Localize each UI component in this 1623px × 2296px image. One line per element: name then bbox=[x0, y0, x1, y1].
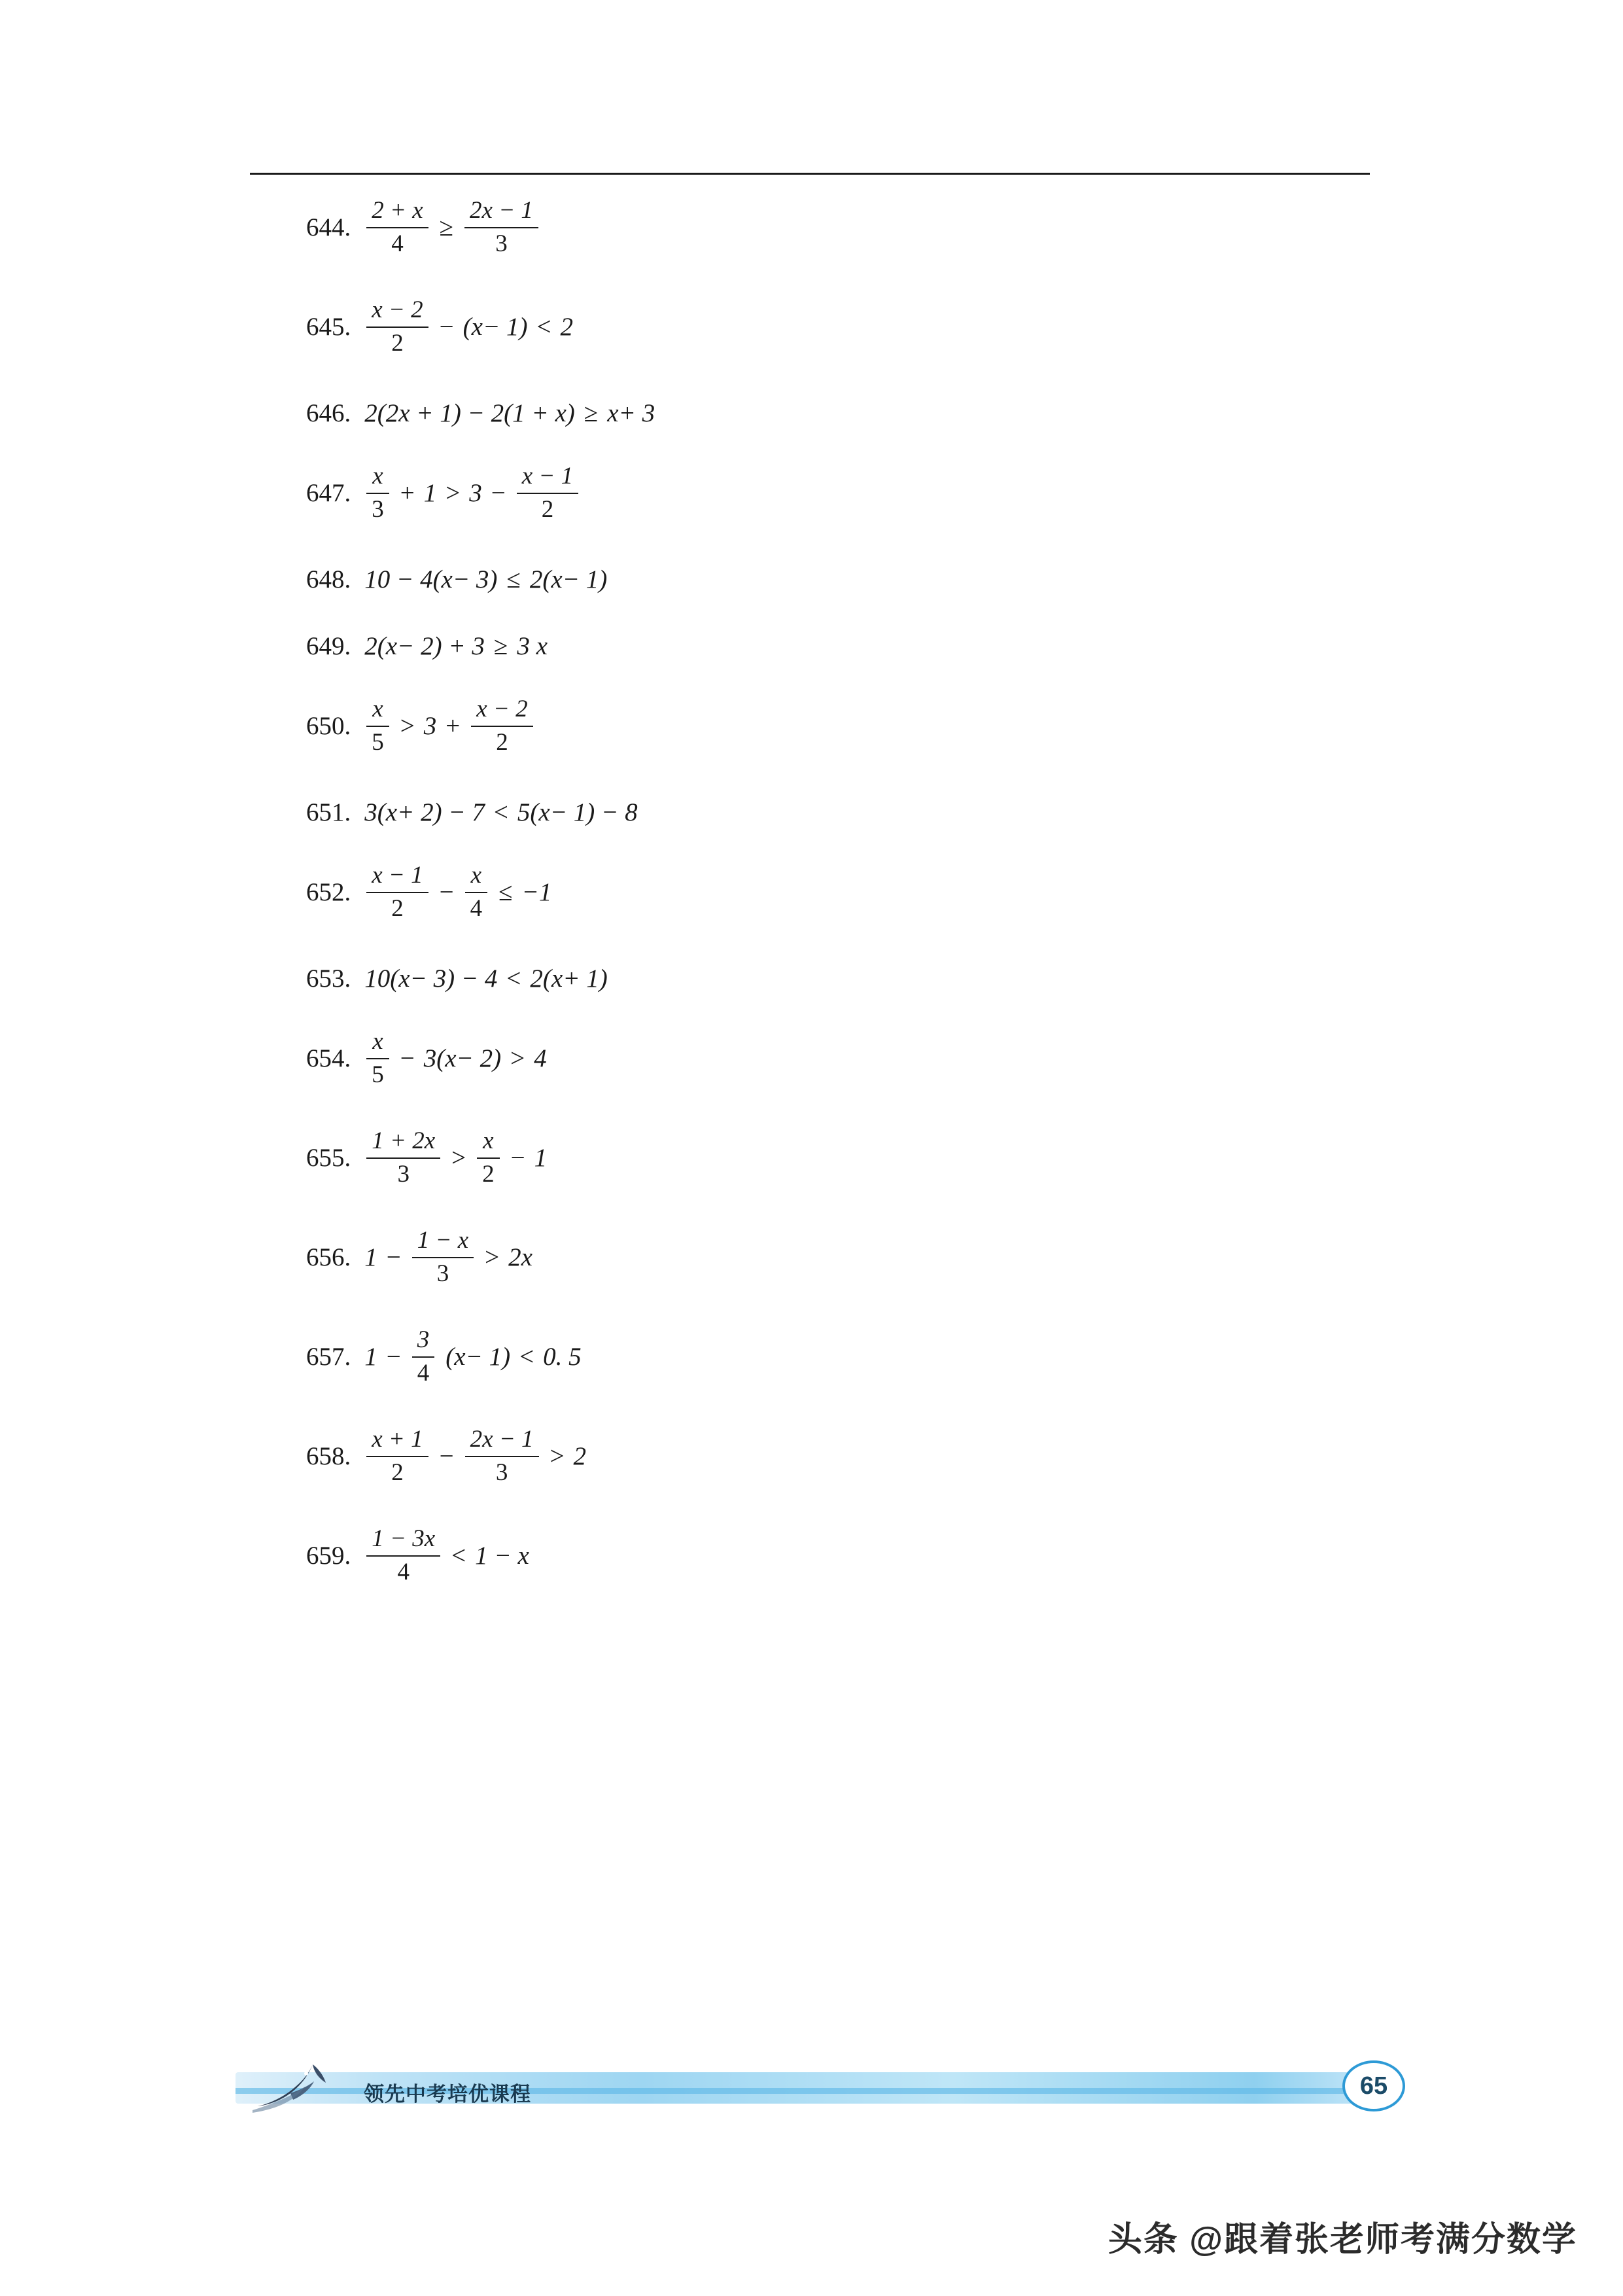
expression-term: x+ 3 bbox=[607, 398, 655, 427]
problem-number: 657. bbox=[306, 1342, 351, 1371]
fraction-denominator: 5 bbox=[372, 729, 384, 756]
operator: ≥ bbox=[584, 398, 599, 427]
fraction-numerator: 2x − 1 bbox=[470, 1426, 534, 1453]
fraction-denominator: 3 bbox=[436, 1260, 449, 1287]
problem-expression bbox=[360, 1029, 551, 1088]
operator: − bbox=[510, 1143, 525, 1172]
page-number-badge bbox=[1342, 2060, 1405, 2111]
problem-item bbox=[250, 1127, 1401, 1190]
problem-expression bbox=[360, 633, 552, 661]
fraction-bar bbox=[517, 493, 578, 494]
fraction bbox=[471, 697, 532, 756]
fraction-denominator: 2 bbox=[482, 1161, 495, 1188]
operator: < bbox=[493, 798, 508, 826]
fraction bbox=[366, 1029, 389, 1088]
fraction-bar bbox=[366, 726, 389, 727]
watermark-text: 头条 @跟着张老师考满分数学 bbox=[1108, 2221, 1577, 2259]
problem-number: 654. bbox=[306, 1044, 351, 1072]
expression-term: 1 bbox=[534, 1143, 548, 1172]
problem-item bbox=[250, 196, 1401, 259]
problem-expression bbox=[360, 298, 578, 357]
problem-number: 659. bbox=[306, 1541, 351, 1570]
operator: > bbox=[400, 711, 415, 740]
problem-expression bbox=[360, 198, 545, 257]
fraction bbox=[366, 863, 428, 922]
footer-band bbox=[236, 2058, 1393, 2118]
problem-number: 644. bbox=[306, 213, 351, 241]
fraction-numerator: 1 − x bbox=[417, 1227, 469, 1254]
problem-expression bbox=[360, 464, 585, 523]
operator: − bbox=[386, 1243, 401, 1271]
fraction-numerator: x bbox=[372, 463, 383, 490]
expression-term: 5(x− 1) − 8 bbox=[517, 798, 638, 826]
fraction-bar bbox=[471, 726, 532, 727]
fraction-denominator: 2 bbox=[391, 895, 404, 922]
fraction-denominator: 4 bbox=[397, 1559, 410, 1585]
operator: ≥ bbox=[493, 631, 508, 660]
problem-number: 650. bbox=[306, 711, 351, 740]
expression-term: 3 bbox=[423, 711, 437, 740]
problem-number: 656. bbox=[306, 1243, 351, 1271]
problem-item bbox=[250, 961, 1401, 997]
expression-term: (x− 1) bbox=[462, 312, 528, 341]
problem-list bbox=[250, 196, 1401, 1624]
fraction-denominator: 2 bbox=[541, 496, 554, 523]
page-number: 65 bbox=[1359, 2072, 1388, 2100]
operator: > bbox=[550, 1441, 565, 1470]
problem-expression bbox=[360, 1328, 585, 1386]
fraction bbox=[517, 464, 578, 523]
operator: < bbox=[451, 1541, 466, 1570]
expression-term: 3 x bbox=[517, 631, 548, 660]
problem-number: 649. bbox=[306, 631, 351, 660]
fraction-denominator: 3 bbox=[397, 1161, 410, 1188]
expression-term: 3(x+ 2) − 7 bbox=[364, 798, 485, 826]
problem-item bbox=[250, 1525, 1401, 1587]
fraction bbox=[412, 1228, 474, 1287]
fraction-numerator: 1 − 3x bbox=[372, 1525, 436, 1553]
fraction-numerator: x − 1 bbox=[372, 862, 423, 889]
problem-number: 658. bbox=[306, 1441, 351, 1470]
fraction-bar bbox=[465, 1456, 539, 1457]
operator: − bbox=[491, 478, 506, 507]
operator: > bbox=[451, 1143, 466, 1172]
problem-item bbox=[250, 395, 1401, 432]
fraction-denominator: 4 bbox=[417, 1360, 430, 1386]
fraction bbox=[366, 464, 389, 523]
fraction-bar bbox=[464, 227, 538, 228]
expression-term: 1 bbox=[364, 1243, 377, 1271]
fraction bbox=[366, 298, 428, 357]
fraction-denominator: 5 bbox=[372, 1061, 384, 1088]
fraction bbox=[366, 1427, 428, 1486]
problem-item bbox=[250, 1425, 1401, 1488]
expression-term: 3 bbox=[469, 478, 482, 507]
fraction-denominator: 4 bbox=[391, 230, 404, 257]
operator: − bbox=[400, 1044, 415, 1072]
operator: ≥ bbox=[439, 213, 454, 241]
fraction-numerator: x − 1 bbox=[521, 463, 574, 490]
fraction-denominator: 4 bbox=[470, 895, 483, 922]
operator: + bbox=[400, 478, 415, 507]
expression-term: 3(x− 2) bbox=[423, 1044, 502, 1072]
operator: − bbox=[386, 1342, 401, 1371]
expression-term: 4 bbox=[534, 1044, 547, 1072]
expression-term: 2(x+ 1) bbox=[530, 964, 608, 993]
problem-number: 652. bbox=[306, 877, 351, 906]
operator: > bbox=[485, 1243, 500, 1271]
operator: − bbox=[439, 312, 454, 341]
expression-term: 10 − 4(x− 3) bbox=[364, 565, 498, 593]
expression-term: 2(x− 1) bbox=[529, 565, 608, 593]
operator: ≤ bbox=[506, 565, 521, 593]
operator: < bbox=[536, 312, 551, 341]
expression-term: 2 bbox=[560, 312, 573, 341]
problem-expression bbox=[360, 863, 556, 922]
fraction-bar bbox=[366, 1058, 389, 1059]
problem-item bbox=[250, 1027, 1401, 1090]
problem-expression bbox=[360, 1228, 537, 1287]
operator: < bbox=[506, 964, 521, 993]
fraction-numerator: x bbox=[470, 862, 482, 889]
fraction-bar bbox=[366, 1456, 428, 1457]
fraction-denominator: 2 bbox=[391, 330, 404, 357]
problem-item bbox=[250, 695, 1401, 758]
operator: − bbox=[439, 877, 454, 906]
operator: > bbox=[510, 1044, 525, 1072]
fraction-numerator: x bbox=[372, 1028, 383, 1055]
fraction-numerator: x − 2 bbox=[476, 696, 528, 723]
expression-term: 1 − x bbox=[475, 1541, 529, 1570]
problem-number: 647. bbox=[306, 478, 351, 507]
fraction-numerator: 2x − 1 bbox=[470, 197, 533, 224]
fraction-bar bbox=[477, 1157, 500, 1159]
fraction bbox=[464, 198, 538, 257]
fraction-denominator: 2 bbox=[496, 729, 508, 756]
problem-expression bbox=[360, 400, 659, 428]
operator: > bbox=[445, 478, 461, 507]
problem-number: 653. bbox=[306, 964, 351, 993]
fraction bbox=[465, 863, 488, 922]
dolphin-icon bbox=[250, 2058, 355, 2115]
expression-term: 2x bbox=[508, 1243, 532, 1271]
problem-item bbox=[250, 561, 1401, 598]
expression-term: 2 bbox=[573, 1441, 587, 1470]
fraction bbox=[366, 1129, 440, 1188]
expression-term: (x− 1) bbox=[445, 1342, 511, 1371]
expression-term: −1 bbox=[521, 877, 552, 906]
expression-term: 2(x− 2) + 3 bbox=[364, 631, 485, 660]
problem-item bbox=[250, 861, 1401, 924]
fraction-numerator: 1 + 2x bbox=[372, 1127, 436, 1155]
fraction-denominator: 3 bbox=[495, 1459, 508, 1486]
problem-item bbox=[250, 462, 1401, 525]
fraction-numerator: 3 bbox=[417, 1326, 430, 1354]
expression-term: 1 bbox=[423, 478, 437, 507]
problem-expression bbox=[360, 1427, 591, 1486]
fraction-bar bbox=[412, 1356, 435, 1358]
fraction-bar bbox=[366, 227, 428, 228]
problem-expression bbox=[360, 1129, 551, 1188]
problem-expression bbox=[360, 566, 612, 594]
expression-term: 10(x− 3) − 4 bbox=[364, 964, 498, 993]
problem-item bbox=[250, 1226, 1401, 1289]
fraction bbox=[465, 1427, 539, 1486]
fraction-bar bbox=[412, 1257, 474, 1258]
fraction-bar bbox=[366, 1157, 440, 1159]
fraction-denominator: 2 bbox=[391, 1459, 404, 1486]
fraction-bar bbox=[366, 1555, 440, 1557]
header-rule bbox=[250, 173, 1370, 175]
fraction-bar bbox=[366, 892, 428, 893]
expression-term: 2(2x + 1) − 2(1 + x) bbox=[364, 398, 575, 427]
problem-number: 645. bbox=[306, 312, 351, 341]
fraction bbox=[366, 1527, 440, 1585]
fraction-bar bbox=[366, 327, 428, 328]
fraction-denominator: 3 bbox=[495, 230, 508, 257]
fraction-numerator: x + 1 bbox=[372, 1426, 423, 1453]
problem-expression bbox=[360, 965, 612, 993]
fraction-bar bbox=[366, 493, 389, 494]
operator: < bbox=[519, 1342, 534, 1371]
fraction-numerator: x − 2 bbox=[372, 296, 423, 324]
problem-item bbox=[250, 628, 1401, 665]
operator: ≤ bbox=[498, 877, 513, 906]
problem-item bbox=[250, 296, 1401, 359]
problem-number: 648. bbox=[306, 565, 351, 593]
operator: + bbox=[445, 711, 461, 740]
fraction-numerator: x bbox=[483, 1127, 494, 1155]
fraction-numerator: x bbox=[372, 696, 383, 723]
fraction bbox=[366, 198, 428, 257]
problem-number: 646. bbox=[306, 398, 351, 427]
problem-number: 655. bbox=[306, 1143, 351, 1172]
problem-expression bbox=[360, 799, 642, 827]
footer-brand-text: 领先中考培优课程 bbox=[364, 2083, 531, 2106]
expression-term: 0. 5 bbox=[543, 1342, 582, 1371]
fraction-bar bbox=[465, 892, 488, 893]
fraction bbox=[366, 697, 389, 756]
problem-item bbox=[250, 1326, 1401, 1388]
fraction bbox=[412, 1328, 435, 1386]
problem-expression bbox=[360, 697, 539, 756]
fraction bbox=[477, 1129, 500, 1188]
expression-term: 1 bbox=[364, 1342, 377, 1371]
operator: − bbox=[439, 1441, 454, 1470]
problem-item bbox=[250, 794, 1401, 831]
problem-number: 651. bbox=[306, 798, 351, 826]
fraction-denominator: 3 bbox=[372, 496, 384, 523]
fraction-numerator: 2 + x bbox=[372, 197, 423, 224]
problem-expression bbox=[360, 1527, 534, 1585]
